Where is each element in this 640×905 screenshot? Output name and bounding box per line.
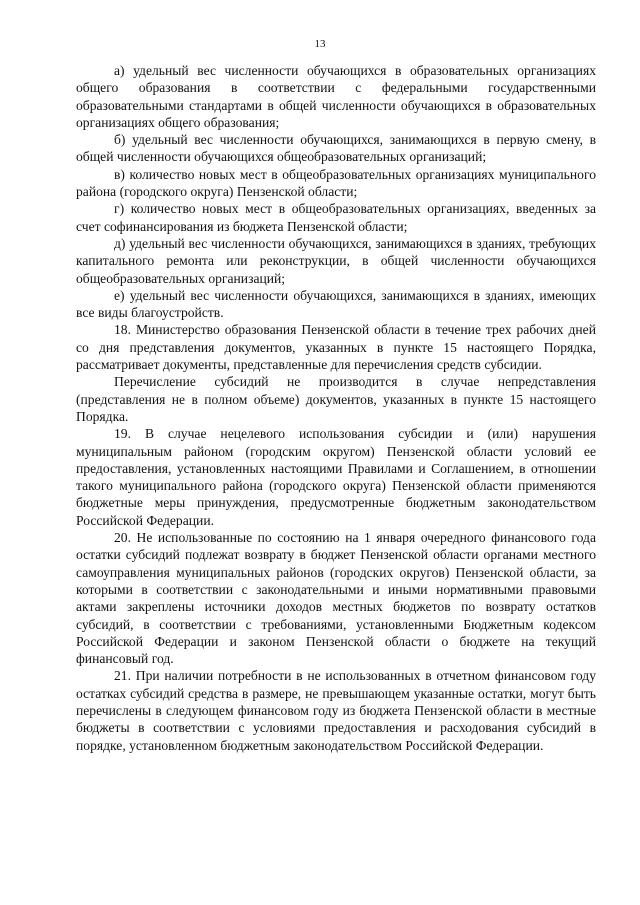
item-g-paragraph: г) количество новых мест в общеобразовательных организациях, введенных за счет софинансирования из бюджета Пензенской области; [76, 201, 596, 234]
page-number: 13 [314, 38, 326, 50]
item-a-paragraph: а) удельный вес численности обучающихся в образовательных организациях общего образования в соответствии с федеральными государственными образовательными стандартами в общей численности обучающихся в образовательных организациях общего образования; [76, 63, 596, 130]
section-19-paragraph: 19. В случае нецелевого использования субсидии и (или) нарушения муниципальным районом (городским округом) Пензенской области условий ее предоставления, установленных настоящими Правилами и Соглашением, в отношении такого муниципального района (городского округа) Пензенской области применяются бюджетные меры принуждения, предусмотренные бюджетным законодательством Российской Федерации. [76, 426, 596, 528]
item-b-paragraph: б) удельный вес численности обучающихся, занимающихся в первую смену, в общей численности обучающихся общеобразовательных организаций; [76, 132, 596, 165]
section-21-paragraph: 21. При наличии потребности в не использованных в отчетном финансовом году остатках субсидий средства в размере, не превышающем указанные остатки, могут быть перечислены в следующем финансовом году из бюджета Пензенской области в местные бюджеты в соответствии с условиями предоставления и расходования субсидий в порядке, установленном бюджетным законодательством Российской Федерации. [76, 668, 596, 753]
section-18-paragraph: 18. Министерство образования Пензенской области в течение трех рабочих дней со дня представления документов, указанных в пункте 15 настоящего Порядка, рассматривает документы, представленные для перечисления средств субсидии. [76, 322, 596, 373]
section-18-continuation-paragraph: Перечисление субсидий не производится в случае непредставления (представления не в полном объеме) документов, указанных в пункте 15 настоящего Порядка. [76, 374, 596, 424]
item-v-paragraph: в) количество новых мест в общеобразовательных организациях муниципального района (городского округа) Пензенской области; [76, 166, 596, 200]
item-e-paragraph: е) удельный вес численности обучающихся, занимающихся в зданиях, имеющих все виды благоустройств. [76, 287, 596, 321]
document-body [76, 62, 596, 754]
section-20-paragraph: 20. Не использованные по состоянию на 1 января очередного финансового года остатки субсидий подлежат возврату в бюджет Пензенской области органами местного самоуправления муниципальных районов (городских округов) Пензенской области, за которыми в соответствии с законодательными и иными нормативными правовыми актами закреплены источники доходов местных бюджетов по возврату остатков субсидий, в соответствии с требованиями, установленными Бюджетным кодексом Российской Федерации и законом Пензенской области о бюджете на текущий финансовый год. [76, 530, 596, 667]
item-d-paragraph: д) удельный вес численности обучающихся, занимающихся в зданиях, требующих капитального ремонта или реконструкции, в общей численности обучающихся общеобразовательных организаций; [76, 235, 596, 286]
